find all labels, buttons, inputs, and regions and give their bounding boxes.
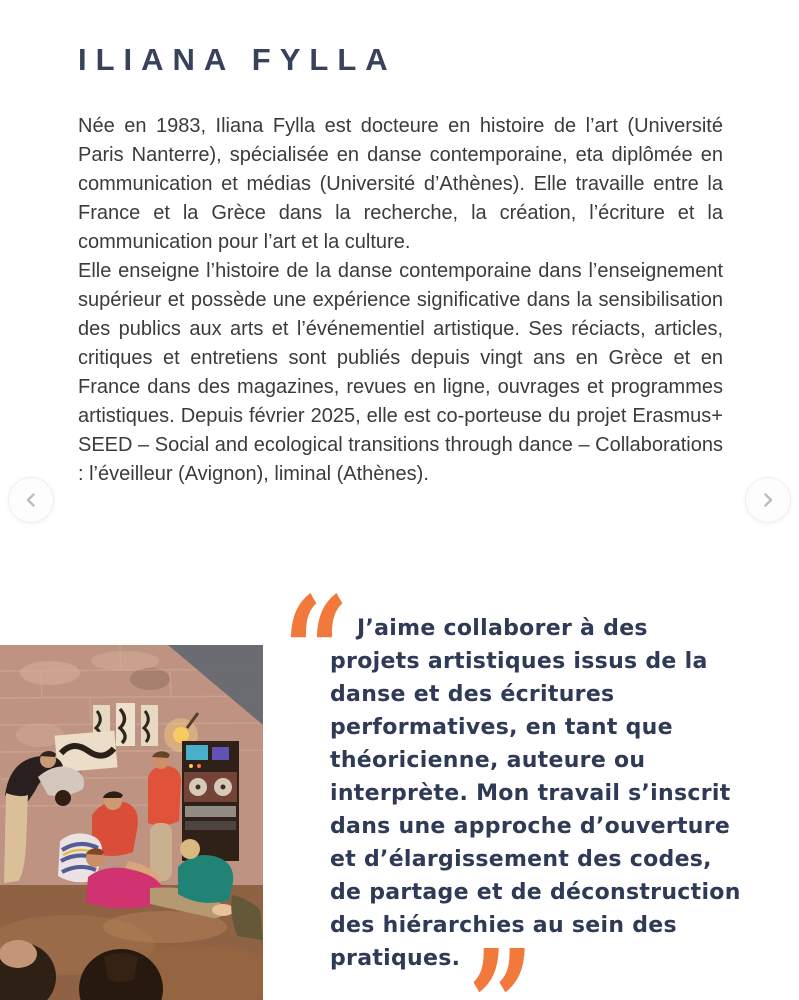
pull-quote	[283, 562, 743, 1000]
performance-photo	[0, 645, 263, 1000]
svg-text:“: “	[283, 562, 349, 745]
page-title: ILIANA FYLLA	[78, 42, 397, 77]
chevron-right-icon	[757, 489, 779, 511]
quote-text: J’aime collaborer à des projets artistiques issus de la danse et des écritures performatives, en tant que théoricienne, auteure ou interprète. Mon travail s’inscrit dans une approche d’ouverture et d’élargissement des codes, de partage et de déconstruction des hiérarchies au sein des pratiques.	[330, 616, 741, 971]
bio-section	[78, 112, 723, 489]
closing-quote-icon	[468, 949, 538, 1000]
quote-text-block	[330, 598, 742, 1000]
carousel-prev-button[interactable]	[8, 477, 54, 523]
bio-paragraph-1: Née en 1983, Iliana Fylla est docteure en histoire de l’art (Université Paris Nanterre), spécialisée en danse contemporaine, eta diplômée en communication et médias (Université d’Athènes). Elle travaille entre la France et la Grèce dans la recherche, la création, l’écriture et la communication pour l’art et la culture.	[78, 115, 723, 253]
bio-paragraph-2: Elle enseigne l’histoire de la danse contemporaine dans l’enseignement supérieur et possède une expérience significative dans la sensibilisation des publics aux arts et l’événementiel artistique. Ses réciacts, articles, critiques et entretiens sont publiés depuis vingt ans en Grèce et en France dans des magazines, revues en ligne, ouvrages et programmes artistiques. Depuis février 2025, elle est co-porteuse du projet Erasmus+ SEED – Social and ecological transitions through dance – Collaborations : l’éveilleur (Avignon), liminal (Athènes).	[78, 260, 723, 485]
chevron-left-icon	[20, 489, 42, 511]
carousel-next-button[interactable]	[745, 477, 791, 523]
opening-quote-icon	[283, 562, 353, 745]
svg-text:”	[468, 915, 534, 1000]
performance-photo-illustration	[0, 645, 263, 1000]
